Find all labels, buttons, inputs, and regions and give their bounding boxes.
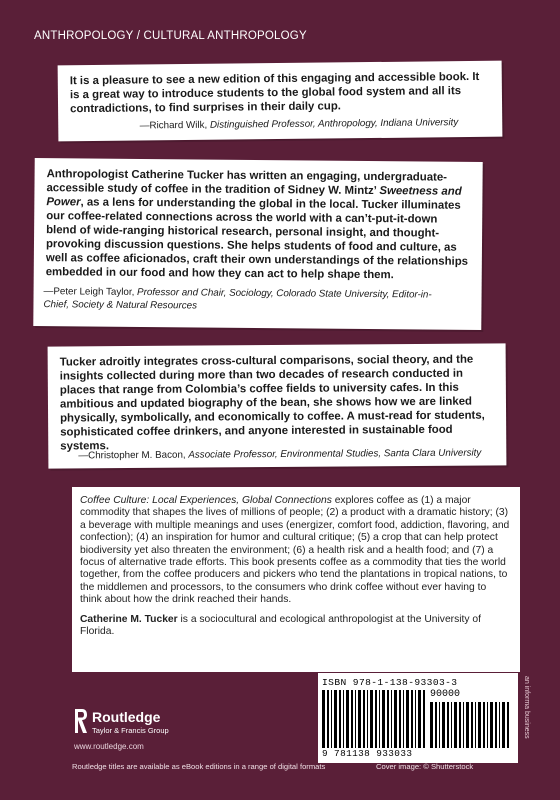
endorsement-text: Tucker adroitly integrates cross-cultural comparisons, social theory, and the insights collected during more than two decades of research conducted in places that range from Colombia’s coffee fields to university cafes. In this ambitious and updated biography of the bean, she shows how we are linked physically, symbolically, and economically to coffee. A must-read for students, sophisticated coffee drinkers, and anyone interested in sustainable food systems. [59,353,485,453]
endorser-title: Associate Professor, Environmental Studies, Santa Clara University [188,447,482,461]
endorser-title: Distinguished Professor, Anthropology, Indiana University [209,117,459,131]
description-body: explores coffee as (1) a major commodity that shapes the lives of millions of people; (2) a product with a dramatic history; (3) a beverage with multiple meanings and uses (energizer, comfort food, addiction, flavoring, and confection); (4) an inspiration for humor and cultural critique; (5) a crop that can help protect biodiversity yet also threaten the environment; (6) a health risk and a health food; and (7) a focus of alternative trade efforts. This book presents coffee as a commodity that ties the world together, from the coffee producers and pickers who tend the plantations in tropical nations, to the middlemen and processors, to the consumers who drink coffee without ever having to think about how the drink reached their hands. [80,495,510,606]
barcode-number: 9 781138 933033 [322,748,413,759]
price-code: 90000 [430,689,461,700]
endorsement-attribution [140,117,459,133]
barcode [318,673,518,763]
endorsement-card-3 [48,343,507,468]
endorsement-card-1 [58,61,503,142]
routledge-logo-icon [74,708,88,734]
publisher-url[interactable]: www.routledge.com [74,742,144,751]
endorsement-attribution [78,448,481,463]
ebook-note: Routledge titles are available as eBook editions in a range of digital formats [72,762,326,771]
isbn-label: ISBN 978-1-138-93303-3 [322,677,458,688]
price-barcode-bars-icon [430,702,510,748]
description-paragraph [80,495,510,607]
cover-credit: Cover image: © Shutterstock [376,762,474,771]
endorser-name: —Peter Leigh Taylor, [43,286,135,298]
book-description [72,487,520,672]
endorser-title: Professor and Chair, Sociology, Colorado State University, Editor-in-Chief, Society & Natural Resources [43,286,432,311]
cited-book-title: Sweetness and Power [46,185,462,209]
author-name: Catherine M. Tucker [80,613,178,625]
endorsement-text-part: Anthropologist Catherine Tucker has written an engaging, undergraduate-accessible study of coffee in the tradition of Sidney W. Mintz’ [46,168,448,198]
author-bio-text: is a sociocultural and ecological anthropologist at the University of Florida. [80,613,482,638]
endorser-name: —Richard Wilk, [139,119,208,132]
barcode-bars-icon [322,690,426,748]
endorsement-attribution [43,286,443,314]
category-label: ANTHROPOLOGY / CULTURAL ANTHROPOLOGY [34,30,307,42]
author-bio [80,614,510,639]
publisher-name: Routledge [92,709,161,725]
endorsement-text [46,167,471,283]
endorsement-text-part: , as a lens for understanding the global in the local. Tucker illuminates our coffee-related connections across the world with a can’t-put-it-down blend of wide-ranging historical research, personal insight, and thought-provoking discussion questions. She helps students of food and culture, as well as coffee aficionados, craft their own understandings of the relationships embedded in our food and how they can act to help shape them. [45,196,469,282]
informa-label: an informa business [523,676,530,739]
book-title: Coffee Culture: Local Experiences, Global Connections [80,495,332,506]
endorser-name: —Christopher M. Bacon, [78,449,186,462]
endorsement-text: It is a pleasure to see a new edition of this engaging and accessible book. It is a great way to introduce students to the global food system and all its contradictions, to find surprises in their daily cup. [69,70,480,116]
endorsement-card-2 [33,158,482,330]
publisher-group: Taylor & Francis Group [92,726,169,735]
